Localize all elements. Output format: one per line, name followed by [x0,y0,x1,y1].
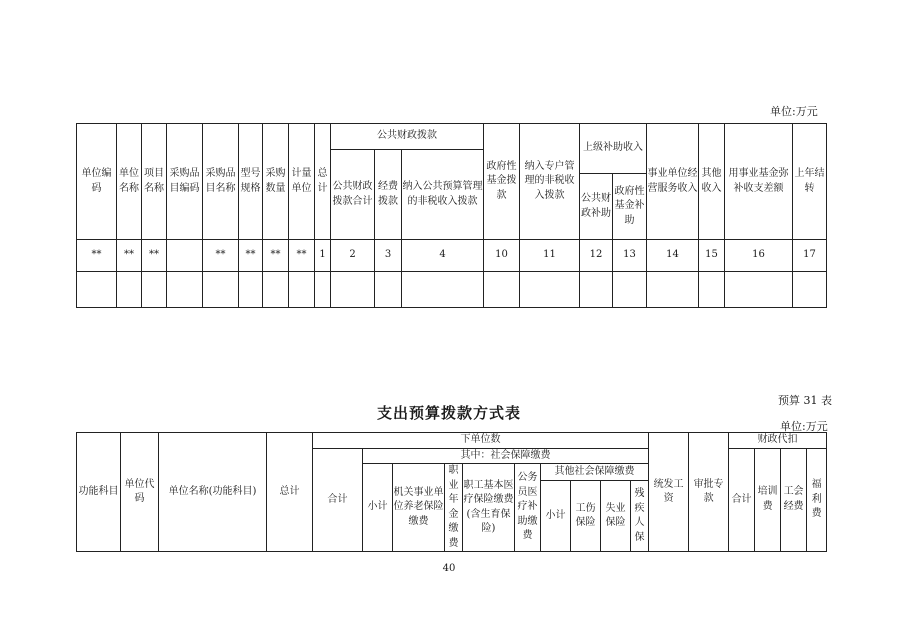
empty-cell [331,272,375,308]
col-subtotal: 小计 [363,464,393,552]
col-func-subject: 功能科目 [77,433,121,552]
col-unit-code: 单位编码 [77,124,117,240]
col-project-name: 项目名称 [142,124,167,240]
col-public-subsidy: 公共财政补助 [580,174,613,240]
col-union: 工会经费 [781,448,807,552]
appropriation-table [76,432,827,552]
col-special: 审批专款 [689,433,729,552]
empty-cell [142,272,167,308]
col-fund-allocation: 经费拨款 [375,150,402,240]
col-disabled: 残疾人保 [631,481,649,552]
col-other-income: 其他收入 [699,124,725,240]
group-superior-subsidy: 上级补助收入 [580,124,647,174]
code-cell: 15 [699,240,725,272]
group-public-fiscal: 公共财政拨款 [331,124,484,150]
col-gov-fund-subsidy: 政府性基金补助 [613,174,647,240]
empty-cell [167,272,203,308]
col-business-income: 事业单位经营服务收入 [647,124,699,240]
col-sum2: 合计 [729,448,755,552]
empty-cell [402,272,484,308]
col-unit-name: 单位名称(功能科目) [159,433,267,552]
col-item-code: 采购品目编码 [167,124,203,240]
col-medical: 职工基本医疗保险缴费(含生育保险) [463,464,515,552]
unit-label-lower: 单位:万元 [780,420,828,433]
code-cell: 16 [725,240,793,272]
empty-cell [117,272,142,308]
code-cell: 17 [793,240,827,272]
page-title: 支出预算拨款方式表 [376,404,521,422]
empty-row [77,272,827,308]
col-item-name: 采购品目名称 [203,124,239,240]
col-unemployment: 失业保险 [601,481,631,552]
code-cell: ** [263,240,289,272]
code-cell: ** [239,240,263,272]
code-cell: 11 [520,240,580,272]
code-cell: ** [203,240,239,272]
page-number: 40 [442,563,456,574]
code-cell: ** [77,240,117,272]
table-number: 预算 31 表 [778,394,832,407]
code-row [77,240,827,272]
code-cell: 12 [580,240,613,272]
col-carryover: 上年结转 [793,124,827,240]
col-total: 总计 [315,124,331,240]
col-welfare: 福利费 [807,448,827,552]
col-nontax-public: 纳入公共预算管理的非税收入拨款 [402,150,484,240]
empty-cell [484,272,520,308]
empty-cell [375,272,402,308]
col-pension: 机关事业单位养老保险缴费 [393,464,445,552]
unit-label-upper: 单位:万元 [770,105,818,118]
empty-cell [699,272,725,308]
col-annuity: 职业年金缴费 [445,464,463,552]
group-of-which-ss: 其中：社会保障缴费 [363,448,649,464]
empty-cell [289,272,315,308]
col-civil-med: 公务员医疗补助缴费 [515,464,541,552]
col-training: 培训费 [755,448,781,552]
empty-cell [793,272,827,308]
col-quantity: 采购数量 [263,124,289,240]
code-cell: 13 [613,240,647,272]
col-unit-code: 单位代码 [121,433,159,552]
code-cell: ** [142,240,167,272]
code-cell: 10 [484,240,520,272]
group-other-ss: 其他社会保障缴费 [541,464,649,481]
group-fiscal-deduct: 财政代扣 [729,433,827,449]
code-cell [167,240,203,272]
empty-cell [725,272,793,308]
group-lower-fund: 下单位数 [313,433,649,449]
empty-cell [239,272,263,308]
col-total: 总计 [267,433,313,552]
col-sum: 合计 [313,448,363,552]
empty-cell [613,272,647,308]
code-cell: 3 [375,240,402,272]
empty-cell [203,272,239,308]
col-injury: 工伤保险 [571,481,601,552]
col-unit-name: 单位名称 [117,124,142,240]
col-measure-unit: 计量单位 [289,124,315,240]
code-cell: 2 [331,240,375,272]
code-cell: ** [117,240,142,272]
col-subtotal2: 小计 [541,481,571,552]
code-cell: 4 [402,240,484,272]
empty-cell [315,272,331,308]
empty-cell [520,272,580,308]
col-special-account: 纳入专户管理的非税收入拨款 [520,124,580,240]
empty-cell [580,272,613,308]
revenue-table [76,123,827,308]
empty-cell [647,272,699,308]
empty-cell [77,272,117,308]
code-cell: 1 [315,240,331,272]
col-model-spec: 型号规格 [239,124,263,240]
empty-cell [263,272,289,308]
col-payroll: 统发工资 [649,433,689,552]
code-cell: 14 [647,240,699,272]
col-public-total: 公共财政拨款合计 [331,150,375,240]
col-gov-fund: 政府性基金拨款 [484,124,520,240]
col-fund-balance: 用事业基金弥补收支差额 [725,124,793,240]
code-cell: ** [289,240,315,272]
